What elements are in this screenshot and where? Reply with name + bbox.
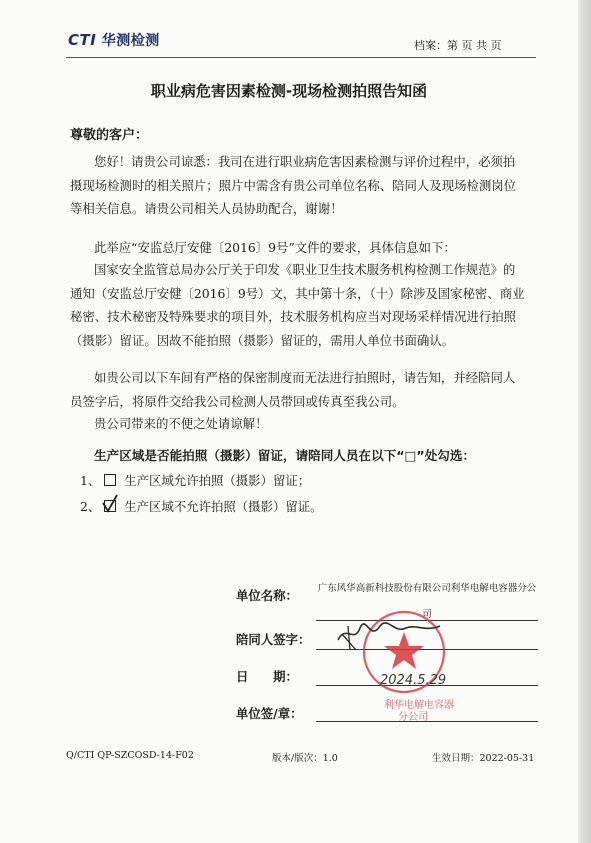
unit-stamp-label: 单位签/章： xyxy=(236,706,303,721)
date-label: 日 期： xyxy=(236,669,298,684)
effective-date: 生效日期：2022-05-31 xyxy=(432,753,535,764)
paragraph-regulation: 国家安全监管总局办公厅关于印发《职业卫生技术服务机构检测工作规范》的通知（安监总厅安健〔2016〕9号）文，其中第十条，（十）除涉及国家秘密、商业秘密、技术秘密及特殊要求的项目外，技术服务机构应当对现场采样情况进行拍照（摄影）留证。因故不能拍照（摄影）留证的，需用人单位书面确认。 xyxy=(70,262,525,348)
cti-logo xyxy=(68,30,160,50)
document-number: Q/CTI QP-SZCOSD-14-F02 xyxy=(66,750,194,761)
photo-question: 生产区域是否能拍照（摄影）留证，请陪同人员在以下“□”处勾选： xyxy=(94,448,476,463)
page-edge-shadow xyxy=(578,0,591,843)
option-number: 2、 xyxy=(80,499,101,514)
unit-name-value: 广东风华高新科技股份有限公司利华电解电容器分公司 xyxy=(317,583,537,620)
option-label: 生产区域不允许拍照（摄影）留证。 xyxy=(124,499,323,514)
paragraph-reference: 此举应“安监总厅安健〔2016〕9号”文件的要求，具体信息如下： xyxy=(94,240,456,255)
allow-checkbox[interactable] xyxy=(104,474,116,486)
option-allow xyxy=(80,471,310,489)
option-label: 生产区域允许拍照（摄影）留证； xyxy=(124,473,311,488)
handwritten-check-mark xyxy=(102,494,118,514)
svg-text:利华电解电容器: 利华电解电容器 xyxy=(384,700,454,711)
deny-checkbox[interactable] xyxy=(104,500,116,512)
paragraph-apology: 贵公司带来的不便之处请谅解！ xyxy=(94,416,268,431)
option-number: 1、 xyxy=(80,473,101,488)
header-divider xyxy=(66,57,536,58)
option-deny xyxy=(80,497,323,515)
document-title: 职业病危害因素检测-现场检测拍照告知函 xyxy=(150,82,428,100)
paragraph-confidential: 如贵公司以下车间有严格的保密制度而无法进行拍照时，请告知，并经陪同人员签字后，将原件交给我公司检测人员带回或传真至我公司。 xyxy=(70,370,516,409)
company-seal-and-signature xyxy=(336,604,456,724)
unit-name-label: 单位名称： xyxy=(236,588,298,603)
paragraph-greeting: 您好！请贵公司谅悉：我司在进行职业病危害因素检测与评价过程中，必须拍摄现场检测时的相关照片；照片中需含有贵公司单位名称、陪同人及现场检测岗位等相关信息。请贵公司相关人员协助配合，谢谢！ xyxy=(70,154,517,216)
logo-cn-text: 华测检测 xyxy=(101,33,160,49)
svg-text:分公司: 分公司 xyxy=(398,712,428,723)
version: 版本/版次：1.0 xyxy=(272,753,338,764)
handwritten-date: 2024.5.29 xyxy=(380,673,447,688)
salutation: 尊敬的客户： xyxy=(70,128,149,143)
logo-cti-text: CTI xyxy=(68,31,97,49)
companion-signature-label: 陪同人签字： xyxy=(236,632,311,647)
archive-page-number: 档案：第 页 共 页 xyxy=(414,39,502,52)
